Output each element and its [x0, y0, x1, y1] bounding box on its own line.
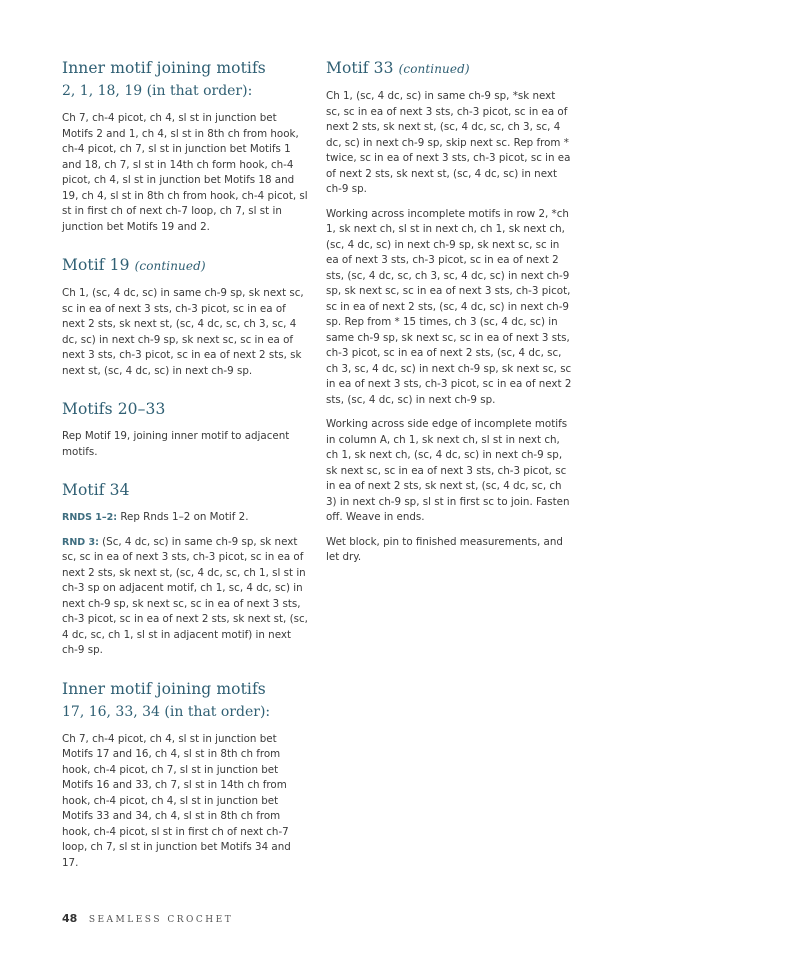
rnd-3-text: (Sc, 4 dc, sc) in same ch-9 sp, sk next sc, sc in ea of next 3 sts, ch-3 picot, sc in ea of next 2 sts, sk next st, (sc, 4 dc, sc, ch 1, sl st in ch-3 sp on adjacent motif, ch 1, sc, 4 dc, sc) in next ch-9 sp, sk next sc, sc in ea of next 3 sts, ch-3 picot, sc in ea of next 2 sts, sk next st, (sc, 4 dc, sc, ch 1, sl st in adjacent motif) in next ch-9 sp. — [62, 535, 308, 656]
section-title-inner-joining-2: Inner motif joining motifs — [62, 679, 266, 698]
left-column — [62, 58, 308, 871]
page-number: 48 — [62, 912, 78, 925]
instructions-inner-joining-1: Ch 7, ch-4 picot, ch 4, sl st in junction bet Motifs 2 and 1, ch 4, sl st in 8th ch from hook, ch-4 picot, ch 7, sl st in junction bet Motifs 1 and 18, ch 7, sl st in 14th ch form hook, ch-4 picot, ch 4, sl st in junction bet Motifs 18 and 19, ch 4, sl st in 8th ch from hook, ch-4 picot, sl st in first ch of next ch-7 loop, ch 7, sl st in junction bet Motifs 19 and 2. — [62, 112, 308, 233]
instructions-motif-19: Ch 1, (sc, 4 dc, sc) in same ch-9 sp, sk next sc, sc in ea of next 3 sts, ch-3 picot, sc in ea of next 2 sts, sk next st, (sc, 4 dc, sc, ch 3, sc, 4 dc, sc) in next ch-9 sp, sk next sc, sc in ea of next 3 sts, ch-3 picot, sc in ea of next 2 sts, sk next st, (sc, 4 dc, sc) in next ch-9 sp. — [62, 287, 304, 377]
instructions-motif-33-p1: Ch 1, (sc, 4 dc, sc) in same ch-9 sp, *sk next sc, sc in ea of next 3 sts, ch-3 picot, sc in ea of next 2 sts, sk next st, (sc, 4 dc, sc, ch 3, sc, 4 dc, sc) in next ch-9 sp, skip next sc. Rep from * twice, sc in ea of next 3 sts, ch-3 picot, sc in ea of next 2 sts, sk next st, (sc, 4 dc, sc) in next ch-9 sp. — [326, 90, 571, 195]
instructions-motifs-20-33: Rep Motif 19, joining inner motif to adjacent motifs. — [62, 430, 290, 458]
motif-33-continued-note: (continued) — [398, 62, 470, 76]
section-title-motif-34: Motif 34 — [62, 481, 130, 499]
instructions-motif-33-p2: Working across incomplete motifs in row 2, *ch 1, sk next ch, sl st in next ch, ch 1, sk next ch, (sc, 4 dc, sc) in next ch-9 sp, sk next sc, sc in ea of next 3 sts, ch-3 picot, sc in ea of next 2 sts, (sc, 4 dc, sc, ch 3, sc, 4 dc, sc) in next ch-9 sp, sk next sc, sc in ea of next 3 sts, ch-3 picot, sc in ea of next 2 sts, (sc, 4 dc, sc) in next ch-9 sp. Rep from * 15 times, ch 3 (sc, 4 dc, sc) in same ch-9 sp, sk next sc, sc in ea of next 3 sts, ch-3 picot, sc in ea of next 2 sts, (sc, 4 dc, sc, ch 3, sc, 4 dc, sc) in next ch-9 sp, sk next sc, sc in ea of next 3 sts, ch-3 picot, sc in ea of next 2 sts, (sc, 4 dc, sc) in next ch-9 sp. — [326, 207, 572, 406]
section-subtitle-inner-joining-1: 2, 1, 18, 19 (in that order): — [62, 83, 253, 99]
instructions-motif-34-rnd-3 — [62, 535, 308, 659]
instructions-inner-joining-2: Ch 7, ch-4 picot, ch 4, sl st in junction bet Motifs 17 and 16, ch 4, sl st in 8th ch from hook, ch-4 picot, ch 7, sl st in junction bet Motifs 16 and 33, ch 7, sl st in 14th ch from hook, ch-4 picot, ch 4, sl st in junction bet Motifs 33 and 34, ch 4, sl st in 8th ch from hook, ch-4 picot, sl st in first ch of next ch-7 loop, ch 7, sl st in junction bet Motifs 34 and 17. — [62, 732, 291, 869]
section-title-motifs-20-33: Motifs 20–33 — [62, 400, 166, 418]
rnd-3-label: RND 3: — [62, 536, 99, 548]
section-title-motif-33 — [326, 58, 572, 79]
motif-33-title-text: Motif 33 — [326, 59, 394, 77]
motif-19-title-text: Motif 19 — [62, 256, 130, 274]
rnds-1-2-text: Rep Rnds 1–2 on Motif 2. — [117, 511, 249, 523]
rnds-1-2-label: RNDS 1–2: — [62, 512, 118, 523]
instructions-motif-33-p3: Working across side edge of incomplete motifs in column A, ch 1, sk next ch, sl st in next ch, ch 1, sk next ch, (sc, 4 dc, sc) in next ch-9 sp, sk next sc, sc in ea of next 3 sts, ch-3 picot, sc in ea of next 2 sts, sk next st, (sc, 4 dc, sc, ch 3) in next ch-9 sp, sl st in first sc to join. Fasten off. Weave in ends. — [326, 418, 570, 523]
instructions-motif-34-rnds-1-2 — [62, 510, 308, 526]
right-column — [326, 58, 572, 566]
instructions-finishing: Wet block, pin to finished measurements, and let dry. — [326, 535, 563, 563]
section-title-motif-19 — [62, 255, 308, 276]
motif-19-continued-note: (continued) — [134, 259, 206, 273]
running-book-title: SEAMLESS CROCHET — [88, 915, 234, 925]
page-footer — [62, 912, 233, 925]
section-title-inner-joining-1: Inner motif joining motifs — [62, 59, 266, 77]
section-subtitle-inner-joining-2: 17, 16, 33, 34 (in that order): — [62, 703, 271, 720]
